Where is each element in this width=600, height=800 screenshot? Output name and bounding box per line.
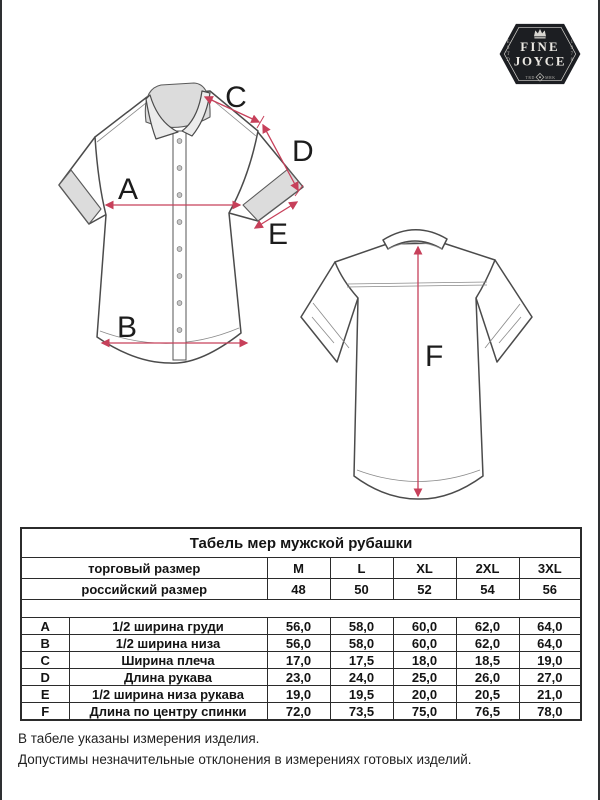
back-shirt-body	[335, 243, 495, 499]
svg-text:E: E	[506, 39, 510, 45]
dimension-label-d: D	[292, 135, 314, 168]
row-letter: B	[21, 635, 69, 652]
russian-size-value: 56	[519, 579, 581, 600]
brand-name-line2: JOYCE	[513, 54, 567, 69]
measurement-value: 19,0	[267, 686, 330, 703]
footnote-line: Допустимы незначительные отклонения в измерениях готовых изделий.	[18, 752, 472, 767]
svg-text:S: S	[506, 45, 510, 51]
trade-size-label: торговый размер	[21, 558, 267, 579]
dimension-label-c: C	[225, 81, 247, 114]
measurement-value: 19,5	[330, 686, 393, 703]
measurement-value: 24,0	[330, 669, 393, 686]
measurement-value: 25,0	[393, 669, 456, 686]
size-col-header: L	[330, 558, 393, 579]
badge-mrk-text: MRK	[545, 75, 556, 80]
table-title: Табель мер мужской рубашки	[21, 528, 581, 558]
measurement-value: 17,0	[267, 652, 330, 669]
measurement-value: 20,5	[456, 686, 519, 703]
measurement-value: 17,5	[330, 652, 393, 669]
front-shirt-diagram	[40, 75, 320, 400]
svg-text:7: 7	[570, 51, 573, 57]
row-name: 1/2 ширина низа	[69, 635, 267, 652]
measurement-value: 62,0	[456, 618, 519, 635]
dimension-label-b: B	[116, 311, 138, 344]
front-shirt-placket	[173, 131, 186, 360]
page-left-edge-line	[0, 0, 2, 800]
russian-size-row	[21, 579, 581, 600]
measurement-value: 76,5	[456, 703, 519, 721]
size-col-header: XL	[393, 558, 456, 579]
measurement-value: 58,0	[330, 635, 393, 652]
measurement-value: 18,5	[456, 652, 519, 669]
measurement-value: 18,0	[393, 652, 456, 669]
size-col-header: M	[267, 558, 330, 579]
brand-badge	[497, 22, 583, 86]
trade-size-row	[21, 558, 581, 579]
measurement-value: 62,0	[456, 635, 519, 652]
measurement-value: 23,0	[267, 669, 330, 686]
measurement-value: 20,0	[393, 686, 456, 703]
row-name: 1/2 ширина низа рукава	[69, 686, 267, 703]
measurement-table	[20, 527, 582, 721]
svg-text:1: 1	[570, 39, 573, 45]
measurement-value: 73,5	[330, 703, 393, 721]
russian-size-value: 52	[393, 579, 456, 600]
row-letter: E	[21, 686, 69, 703]
row-letter: C	[21, 652, 69, 669]
measurement-value: 19,0	[519, 652, 581, 669]
row-name: Длина рукава	[69, 669, 267, 686]
measurement-value: 72,0	[267, 703, 330, 721]
svg-text:T: T	[506, 51, 510, 57]
row-letter: D	[21, 669, 69, 686]
table-row	[21, 635, 581, 652]
russian-size-value: 50	[330, 579, 393, 600]
spacer-row	[21, 600, 581, 618]
table-title-row	[21, 528, 581, 558]
dimension-label-e: E	[267, 218, 289, 251]
badge-trd-text: TRD	[525, 75, 535, 80]
measurement-value: 60,0	[393, 618, 456, 635]
footnote-line: В табеле указаны измерения изделия.	[18, 731, 260, 746]
table-row	[21, 618, 581, 635]
measurement-value: 64,0	[519, 618, 581, 635]
dimension-label-f: F	[425, 340, 444, 373]
row-name: Ширина плеча	[69, 652, 267, 669]
measurement-value: 75,0	[393, 703, 456, 721]
svg-text:D: D	[506, 57, 510, 63]
row-name: Длина по центру спинки	[69, 703, 267, 721]
footnotes	[18, 731, 584, 773]
measurement-value: 64,0	[519, 635, 581, 652]
size-col-header: 3XL	[519, 558, 581, 579]
row-letter: F	[21, 703, 69, 721]
measurement-value: 56,0	[267, 618, 330, 635]
size-col-header: 2XL	[456, 558, 519, 579]
measurement-value: 26,0	[456, 669, 519, 686]
russian-size-value: 54	[456, 579, 519, 600]
back-shirt-diagram	[290, 222, 565, 517]
measurement-value: 27,0	[519, 669, 581, 686]
measurement-value: 60,0	[393, 635, 456, 652]
table-row	[21, 686, 581, 703]
russian-size-value: 48	[267, 579, 330, 600]
svg-text:8: 8	[570, 57, 573, 63]
measurement-value: 21,0	[519, 686, 581, 703]
measurement-value: 78,0	[519, 703, 581, 721]
brand-name-line1: FINE	[520, 39, 560, 54]
measurement-value: 56,0	[267, 635, 330, 652]
table-row	[21, 652, 581, 669]
row-letter: A	[21, 618, 69, 635]
dimension-label-a: A	[117, 173, 139, 206]
measurement-value: 58,0	[330, 618, 393, 635]
table-row	[21, 669, 581, 686]
row-name: 1/2 ширина груди	[69, 618, 267, 635]
table-row	[21, 703, 581, 721]
svg-text:9: 9	[570, 45, 573, 51]
brand-badge-graphic	[497, 22, 583, 86]
russian-size-label: российский размер	[21, 579, 267, 600]
